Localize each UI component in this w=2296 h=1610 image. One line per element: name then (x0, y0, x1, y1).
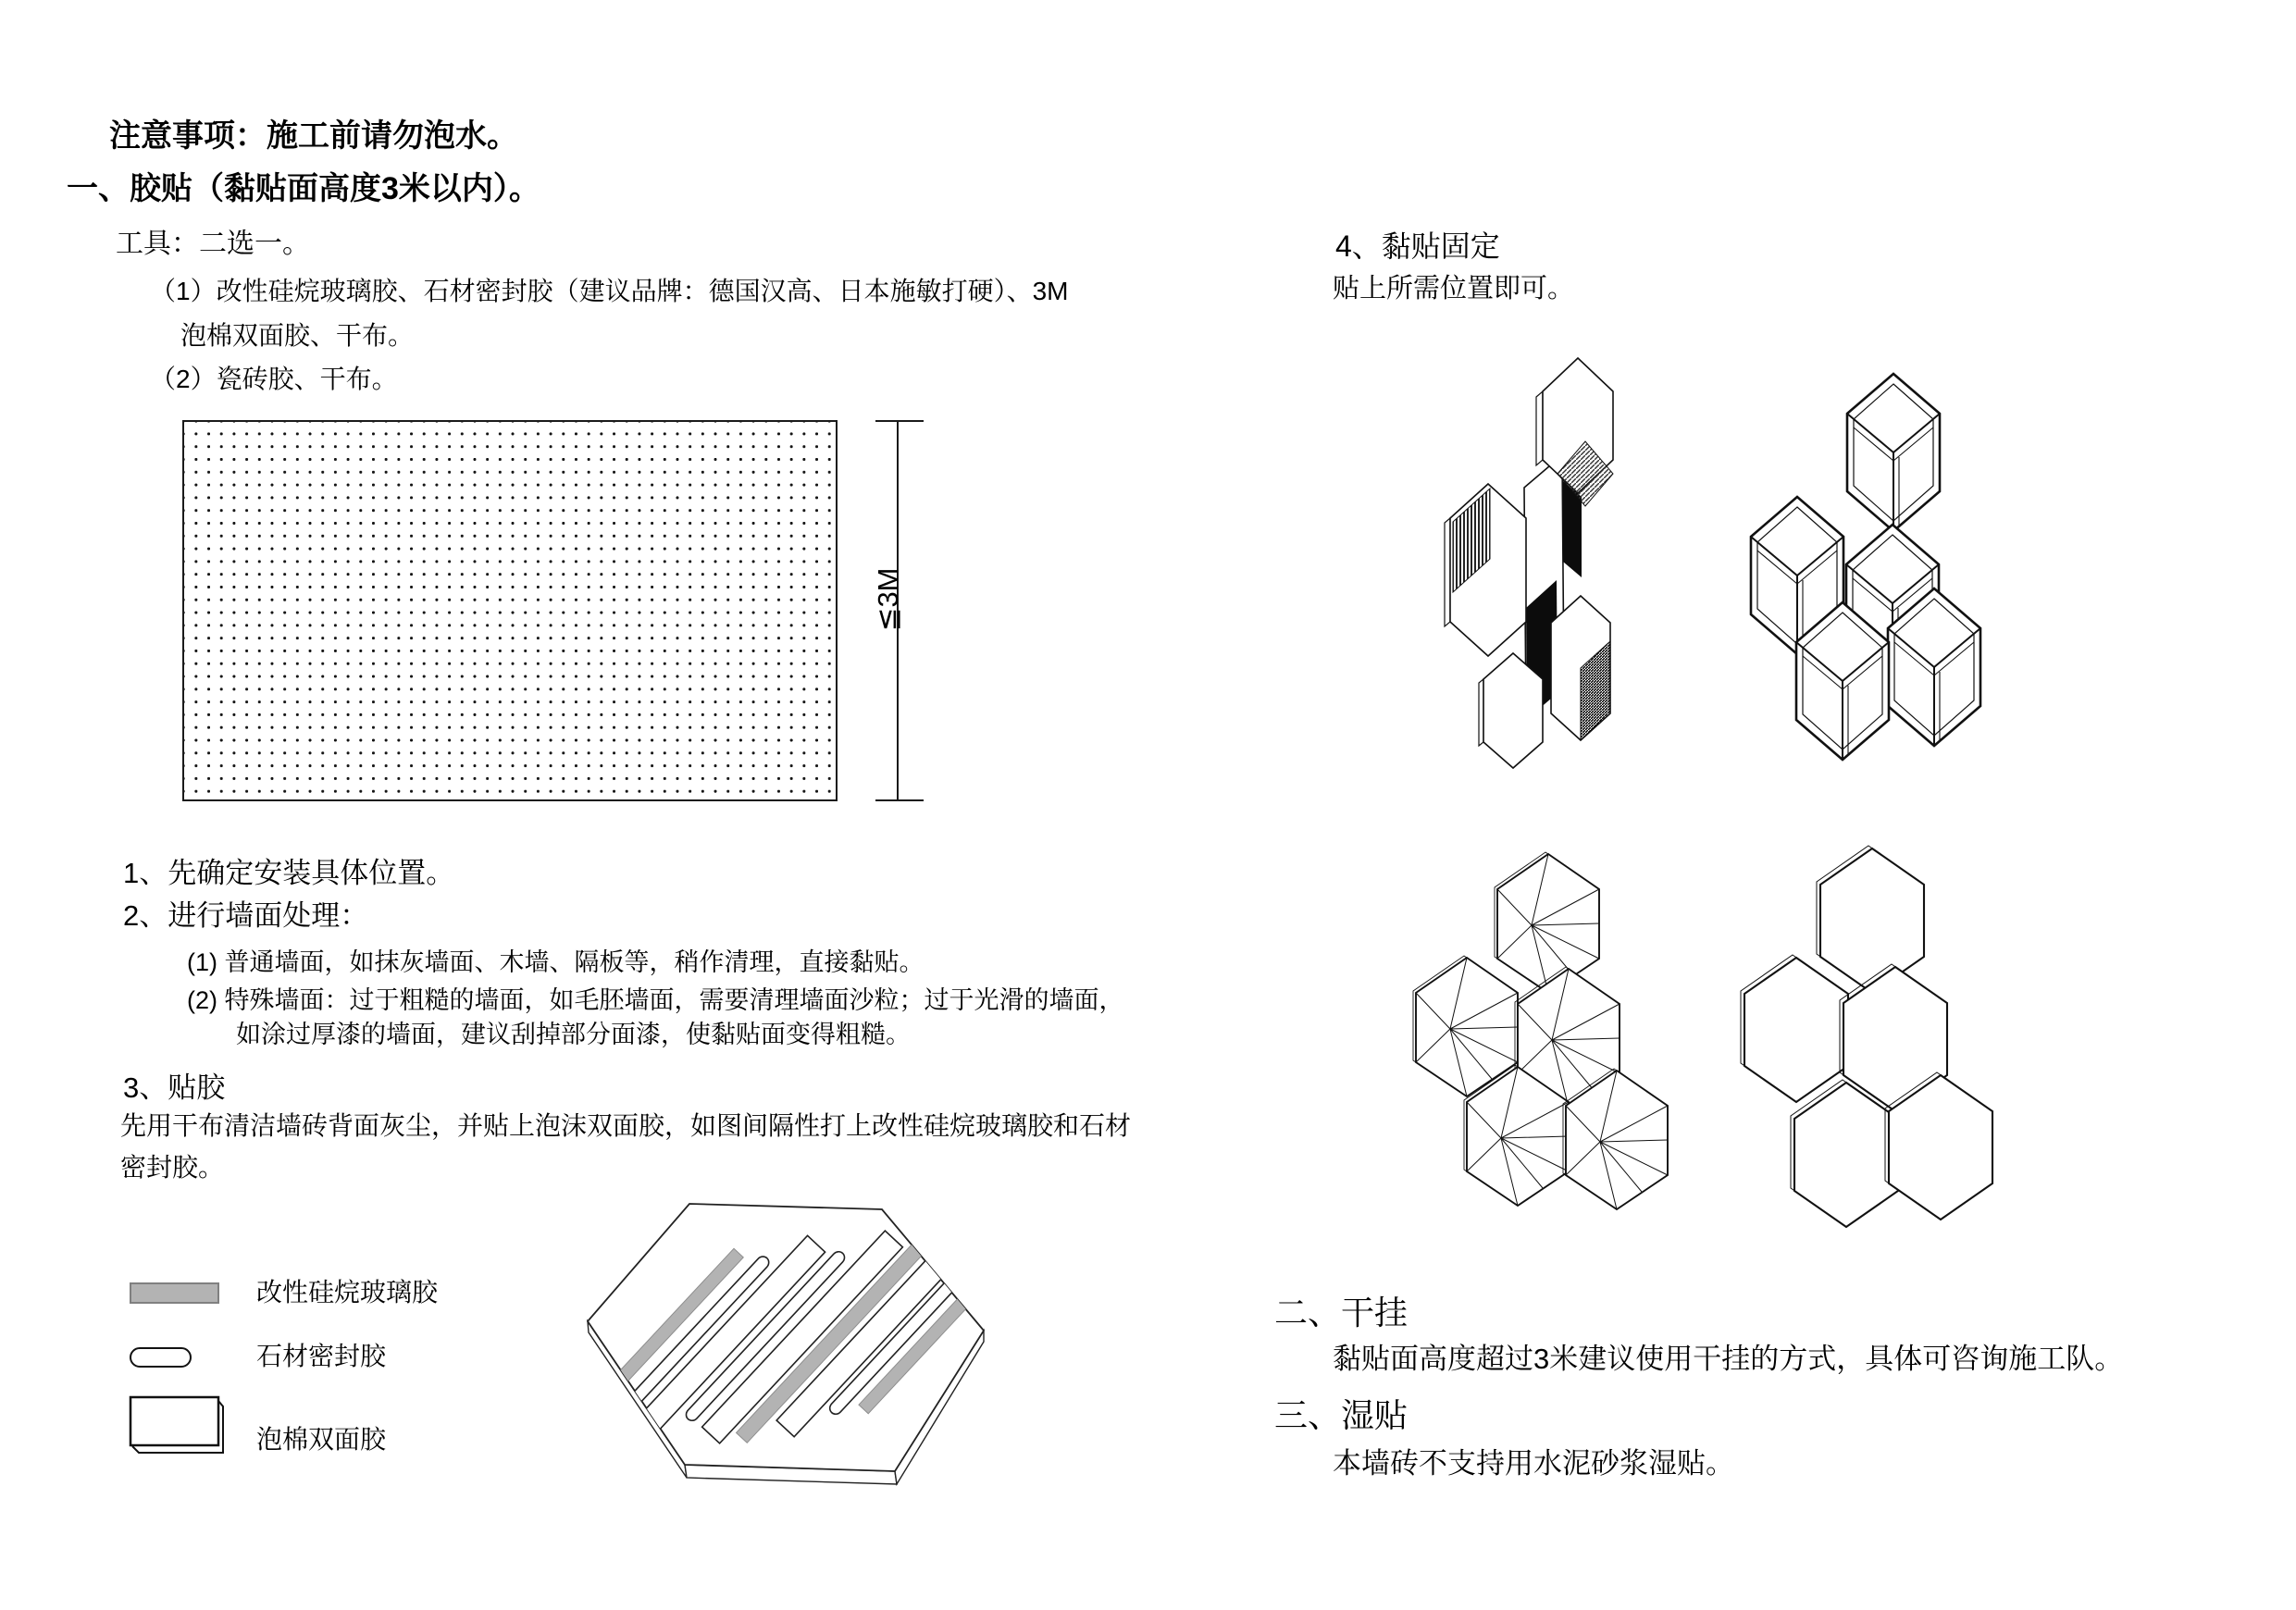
step2-text: 2、进行墙面处理： (123, 899, 369, 932)
tile-back-glue-diagram (583, 1194, 990, 1527)
tool-option2: （2）瓷砖胶、干布。 (150, 365, 398, 393)
step2-sub1: (1) 普通墙面，如抹灰墙面、木墙、隔板等，稍作清理，直接黏贴。 (187, 948, 925, 976)
tool-option1-line2: 泡棉双面胶、干布。 (180, 321, 415, 350)
section3-title: 三、湿贴 (1274, 1396, 1409, 1434)
section2-title: 二、干挂 (1274, 1294, 1409, 1331)
step2-sub2-line2: 如涂过厚漆的墙面，建议刮掉部分面漆，使黏贴面变得粗糙。 (236, 1021, 911, 1048)
dimension-tick-bottom (875, 799, 924, 801)
faceted-hex-cluster-diagram (1407, 847, 1675, 1217)
dimension-label: ≦3M (872, 567, 904, 632)
step2-sub2-line1: (2) 特殊墙面：过于粗糙的墙面，如毛胚墙面，需要清理墙面沙粒；过于光滑的墙面， (187, 986, 1124, 1014)
tool-option1-line1: （1）改性硅烷玻璃胶、石材密封胶（建议品牌：德国汉高、日本施敏打硬）、3M (150, 277, 1069, 305)
legend-label-foam-tape: 泡棉双面胶 (256, 1425, 387, 1454)
legend-swatch-foam-tape (126, 1393, 233, 1458)
plain-hex-cluster-diagram (1735, 833, 1994, 1231)
dimension-tick-top (875, 420, 924, 422)
step1-text: 1、先确定安装具体位置。 (123, 857, 455, 889)
notice-line: 注意事项：施工前请勿泡水。 (109, 118, 518, 154)
legend-label-stone-sealant: 石材密封胶 (256, 1342, 387, 1370)
section3-body: 本墙砖不支持用水泥砂浆湿贴。 (1333, 1447, 1734, 1480)
step3-body-line1: 先用干布清洁墙砖背面灰尘，并贴上泡沫双面胶，如图间隔性打上改性硅烷玻璃胶和石材 (120, 1111, 1132, 1140)
legend-swatch-silane-glue (130, 1282, 219, 1304)
rhombus-tile-cluster-diagram (1433, 344, 1618, 779)
step4-body: 贴上所需位置即可。 (1333, 274, 1575, 303)
section2-body: 黏贴面高度超过3米建议使用干挂的方式，具体可咨询施工队。 (1333, 1343, 2124, 1375)
step4-heading: 4、黏贴固定 (1335, 229, 1500, 263)
legend-swatch-stone-sealant (130, 1347, 192, 1368)
cube-frame-cluster-diagram (1738, 361, 1988, 768)
tools-label: 工具：二选一。 (116, 229, 310, 259)
wall-area-diagram (182, 420, 838, 801)
section1-title: 一、胶贴（黏贴面高度3米以内）。 (67, 171, 540, 206)
step3-heading: 3、贴胶 (123, 1071, 226, 1104)
legend-label-silane-glue: 改性硅烷玻璃胶 (256, 1278, 439, 1307)
step3-body-line2: 密封胶。 (120, 1153, 225, 1182)
